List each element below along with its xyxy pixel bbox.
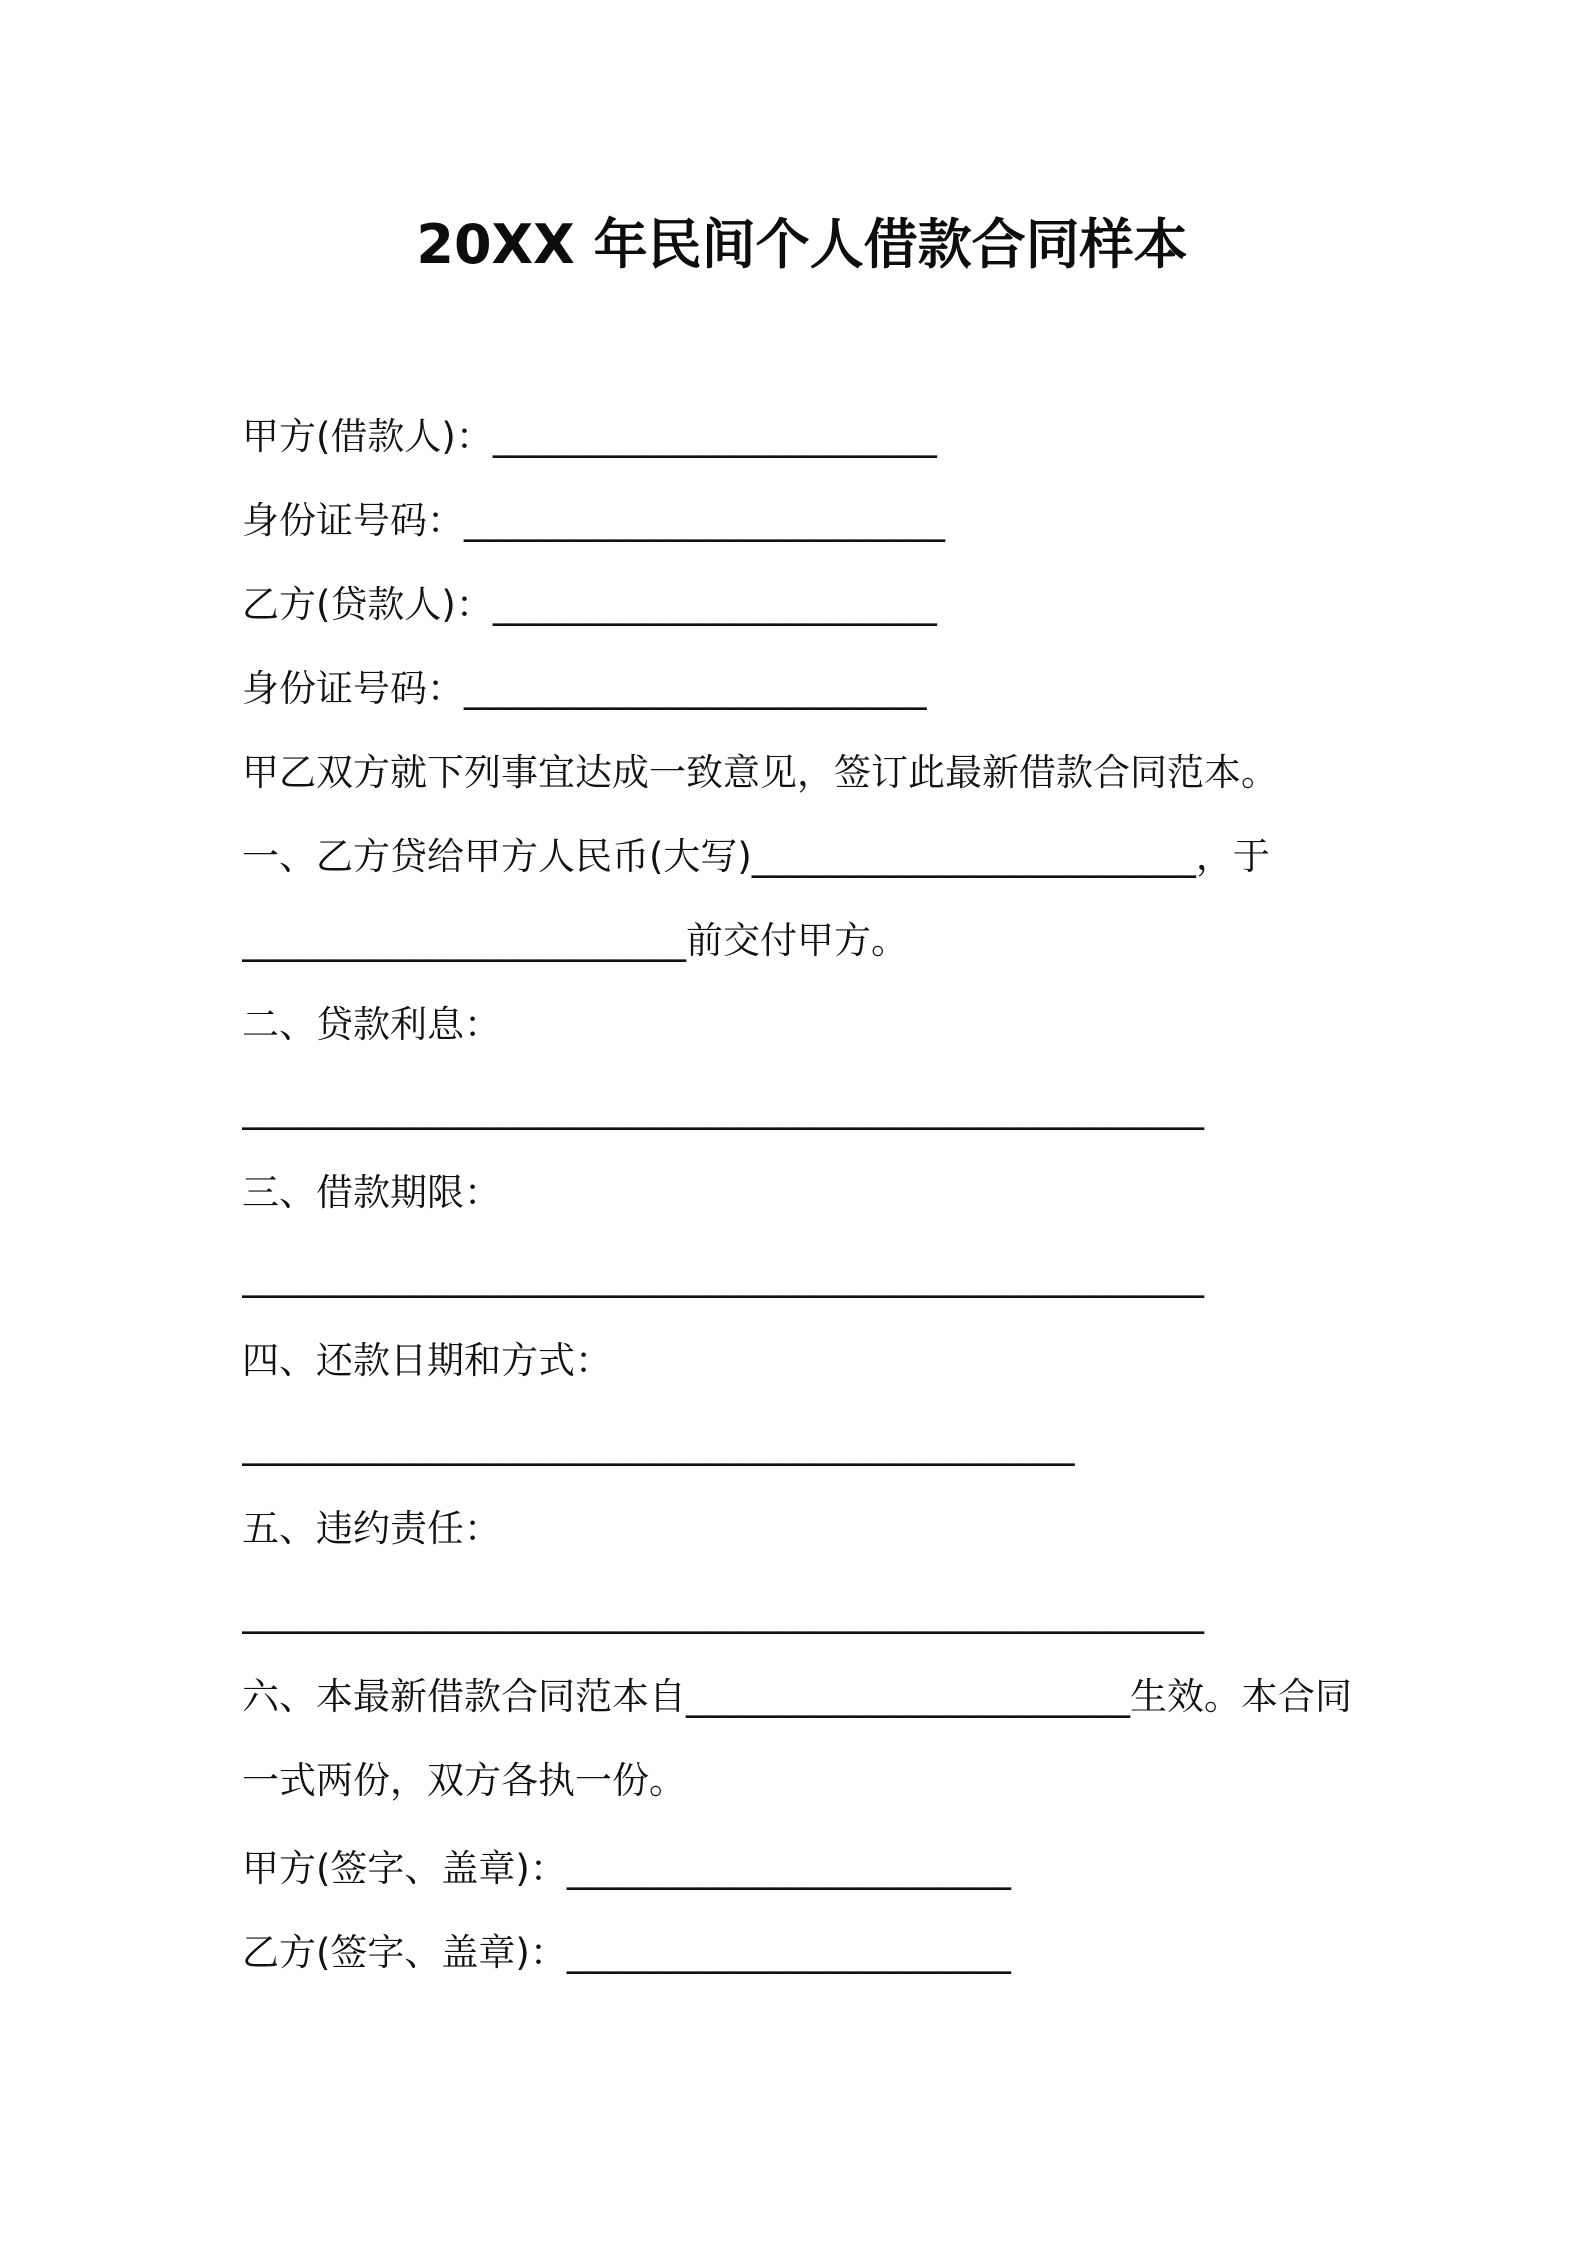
clause-3-blank: ____________________________________________________ — [242, 1255, 1204, 1298]
signature-party-a-blank: ________________________ — [566, 1847, 1011, 1890]
clause-2-blank-line — [242, 1067, 1442, 1151]
party-b-label: 乙方(贷款人)： — [242, 583, 493, 626]
clause-6-date-blank: ________________________ — [686, 1675, 1130, 1718]
signature-party-b-blank: ________________________ — [566, 1931, 1011, 1974]
clause-4-blank: _____________________________________________ — [242, 1423, 1075, 1466]
clause-3-heading: 三、借款期限： — [242, 1171, 501, 1214]
clause-1-text-before: 一、乙方贷给甲方人民币(大写) — [242, 835, 752, 878]
party-b-id-blank: _________________________ — [464, 667, 927, 710]
party-a-id-line — [242, 479, 1442, 563]
clause-5-heading: 五、违约责任： — [242, 1507, 501, 1550]
party-a-id-blank: __________________________ — [464, 499, 945, 542]
party-a-id-label: 身份证号码： — [242, 499, 464, 542]
contract-body — [242, 395, 1442, 1995]
clause-6-line-1 — [242, 1655, 1442, 1739]
clause-6-text-after: 生效。本合同 — [1130, 1675, 1352, 1718]
clause-4-heading: 四、还款日期和方式： — [242, 1339, 612, 1382]
signature-party-b-label: 乙方(签字、盖章)： — [242, 1931, 567, 1974]
party-a-label: 甲方(借款人)： — [242, 415, 493, 458]
clause-3-blank-line — [242, 1235, 1442, 1319]
clause-1-amount-blank: ________________________ — [751, 835, 1196, 878]
clause-4-blank-line — [242, 1403, 1442, 1487]
clause-1-line-2 — [242, 899, 1442, 983]
party-b-blank: ________________________ — [492, 583, 937, 626]
party-b-id-label: 身份证号码： — [242, 667, 464, 710]
party-a-line — [242, 395, 1442, 479]
clause-6-text-before: 六、本最新借款合同范本自 — [242, 1675, 686, 1718]
clause-1-line-1 — [242, 815, 1442, 899]
clause-1-text-after: 前交付甲方。 — [686, 919, 908, 962]
clause-1-date-blank: ________________________ — [242, 919, 686, 962]
clause-1-text-middle: ，于 — [1195, 835, 1270, 878]
party-b-id-line — [242, 647, 1442, 731]
party-a-blank: ________________________ — [492, 415, 937, 458]
clause-2-heading: 二、贷款利息： — [242, 1003, 501, 1046]
clause-5-blank-line — [242, 1571, 1442, 1655]
signature-party-a-line — [242, 1827, 1442, 1911]
document-title: 20XX 年民间个人借款合同样本 — [416, 213, 1188, 276]
clause-6-line-2: 一式两份，双方各执一份。 — [242, 1759, 686, 1802]
preamble: 甲乙双方就下列事宜达成一致意见，签订此最新借款合同范本。 — [242, 751, 1278, 794]
party-b-line — [242, 563, 1442, 647]
clause-5-blank: ____________________________________________________ — [242, 1591, 1204, 1634]
clause-2-blank: ____________________________________________________ — [242, 1087, 1204, 1130]
signature-party-b-line — [242, 1911, 1442, 1995]
signature-party-a-label: 甲方(签字、盖章)： — [242, 1847, 567, 1890]
